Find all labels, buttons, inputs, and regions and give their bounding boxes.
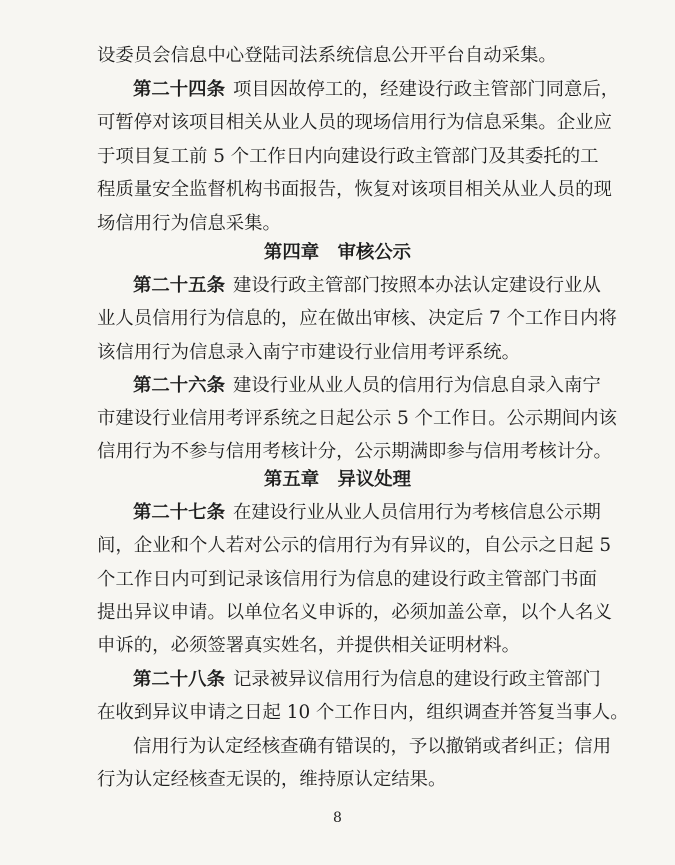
chapter-heading: 第五章 异议处理 — [263, 469, 412, 490]
text-line: 该信用行为信息录入南宁市建设行业信用考评系统。 — [97, 342, 520, 363]
article-number: 第二十八条 — [133, 669, 225, 690]
text-line: 信用行为认定经核查确有错误的，予以撤销或者纠正；信用 — [133, 736, 612, 757]
chapter-heading: 第四章 审核公示 — [263, 242, 412, 263]
page-number: 8 — [333, 810, 342, 826]
text-line: 业人员信用行为信息的，应在做出审核、决定后 7 个工作日内将 — [97, 308, 617, 329]
text-line: 申诉的，必须签署真实姓名，并提供相关证明材料。 — [97, 635, 520, 656]
article-number: 第二十七条 — [133, 502, 225, 523]
text-line: 于项目复工前 5 个工作日内向建设行政主管部门及其委托的工 — [97, 146, 599, 167]
article-28-heading-line: 第二十八条 记录被异议信用行为信息的建设行政主管部门 — [133, 669, 601, 690]
article-number: 第二十六条 — [133, 375, 225, 396]
text-line: 信用行为不参与信用考核计分，公示期满即参与信用考核计分。 — [97, 441, 612, 462]
text-line: 设委员会信息中心登陆司法系统信息公开平台自动采集。 — [97, 45, 557, 66]
article-number: 第二十五条 — [133, 275, 225, 296]
text-line: 行为认定经核查无误的，维持原认定结果。 — [97, 769, 447, 790]
article-26-heading-line: 第二十六条 建设行业从业人员的信用行为信息自录入南宁 — [133, 375, 601, 396]
text-line: 在收到异议申请之日起 10 个工作日内，组织调查并答复当事人。 — [97, 702, 629, 723]
text-line: 程质量安全监督机构书面报告，恢复对该项目相关从业人员的现 — [97, 179, 612, 200]
article-25-heading-line: 第二十五条 建设行政主管部门按照本办法认定建设行业从 — [133, 275, 601, 296]
text-line: 个工作日内可到记录该信用行为信息的建设行政主管部门书面 — [97, 569, 597, 590]
text-line: 可暂停对该项目相关从业人员的现场信用行为信息采集。企业应 — [97, 112, 612, 133]
text-line: 提出异议申请。以单位名义申诉的，必须加盖公章，以个人名义 — [97, 602, 612, 623]
article-number: 第二十四条 — [133, 79, 225, 100]
article-24-heading-line: 第二十四条 项目因故停工的，经建设行政主管部门同意后， — [133, 79, 620, 100]
text-line: 场信用行为信息采集。 — [97, 213, 281, 234]
text-line: 市建设行业信用考评系统之日起公示 5 个工作日。公示期间内该 — [97, 408, 617, 429]
text-line: 间，企业和个人若对公示的信用行为有异议的，自公示之日起 5 — [97, 535, 612, 556]
article-27-heading-line: 第二十七条 在建设行业从业人员信用行为考核信息公示期 — [133, 502, 601, 523]
